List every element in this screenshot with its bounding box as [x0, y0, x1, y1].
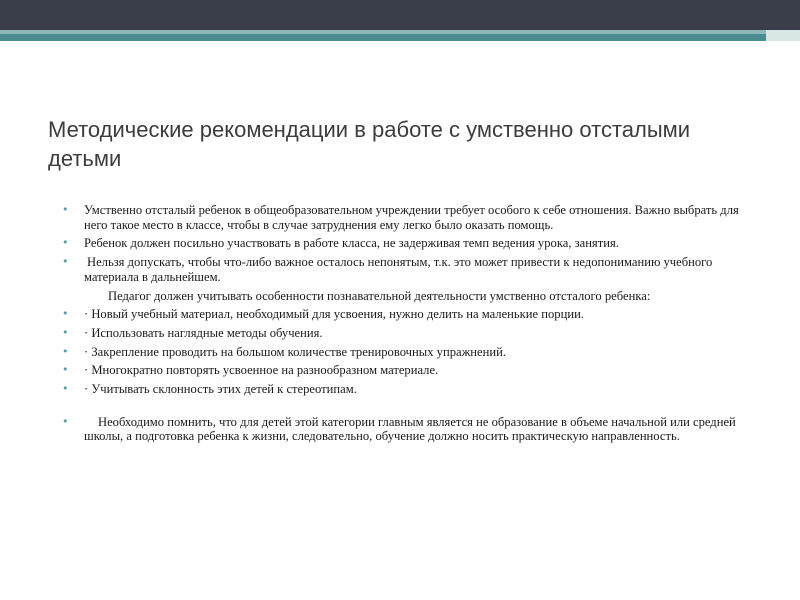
slide-title: Методические рекомендации в работе с умственно отсталыми детьми — [48, 117, 691, 171]
bullet-paragraph — [62, 255, 762, 284]
bullet-icon: • — [62, 382, 69, 396]
bullet-icon: • — [62, 344, 69, 358]
indented-paragraph — [62, 289, 762, 304]
bullet-paragraph — [62, 345, 762, 360]
paragraph-text: · Новый учебный материал, необходимый для усвоения, нужно делить на маленькие порции. — [84, 307, 584, 322]
paragraph-text: · Многократно повторять усвоенное на разнообразном материале. — [84, 363, 439, 378]
slide-body — [62, 203, 762, 448]
top-teal-stripe — [0, 34, 800, 41]
bullet-paragraph — [62, 307, 762, 322]
corner-accent — [766, 30, 800, 41]
bullet-icon: • — [62, 414, 69, 428]
bullet-paragraph — [62, 363, 762, 378]
bullet-icon: • — [62, 203, 69, 216]
bullet-icon: • — [62, 363, 69, 377]
bullet-paragraph — [62, 203, 762, 232]
paragraph-text: Необходимо помнить, что для детей этой категории главным является не образование в объеме начальной или средней школы, а подготовка ребенка к жизни, следовательно, обучение должно носить практическую направленность. — [84, 414, 736, 444]
top-dark-band — [0, 0, 800, 30]
paragraph-text: Нельзя допускать, чтобы что-либо важное осталось непонятым, т.к. это может привести к недопониманию учебного материала в дальнейшем. — [84, 255, 713, 284]
paragraph-text: Педагог должен учитывать особенности познавательной деятельности умственно отсталого ребенка: — [108, 288, 651, 303]
spacer — [62, 401, 762, 415]
bullet-paragraph — [62, 382, 762, 397]
paragraph-text: · Закрепление проводить на большом количестве тренировочных упражнений. — [84, 344, 506, 359]
paragraph-text: Ребенок должен посильно участвовать в работе класса, не задерживая темп ведения урока, занятия. — [84, 236, 619, 251]
bullet-paragraph — [62, 236, 762, 251]
paragraph-text: · Использовать наглядные методы обучения. — [84, 325, 323, 340]
bullet-paragraph — [62, 326, 762, 341]
bullet-icon: • — [62, 236, 69, 250]
bullet-icon: • — [62, 325, 69, 339]
bullet-icon: • — [62, 307, 69, 321]
paragraph-text: Умственно отсталый ребенок в общеобразовательном учреждении требует особого к себе отношения. Важно выбрать для него такое место в классе, чтобы в случае затруднения ему легко было оказать помощь. — [84, 203, 739, 232]
bullet-icon: • — [62, 255, 69, 269]
bullet-paragraph — [62, 415, 762, 444]
paragraph-text: · Учитывать склонность этих детей к стереотипам. — [84, 382, 357, 397]
